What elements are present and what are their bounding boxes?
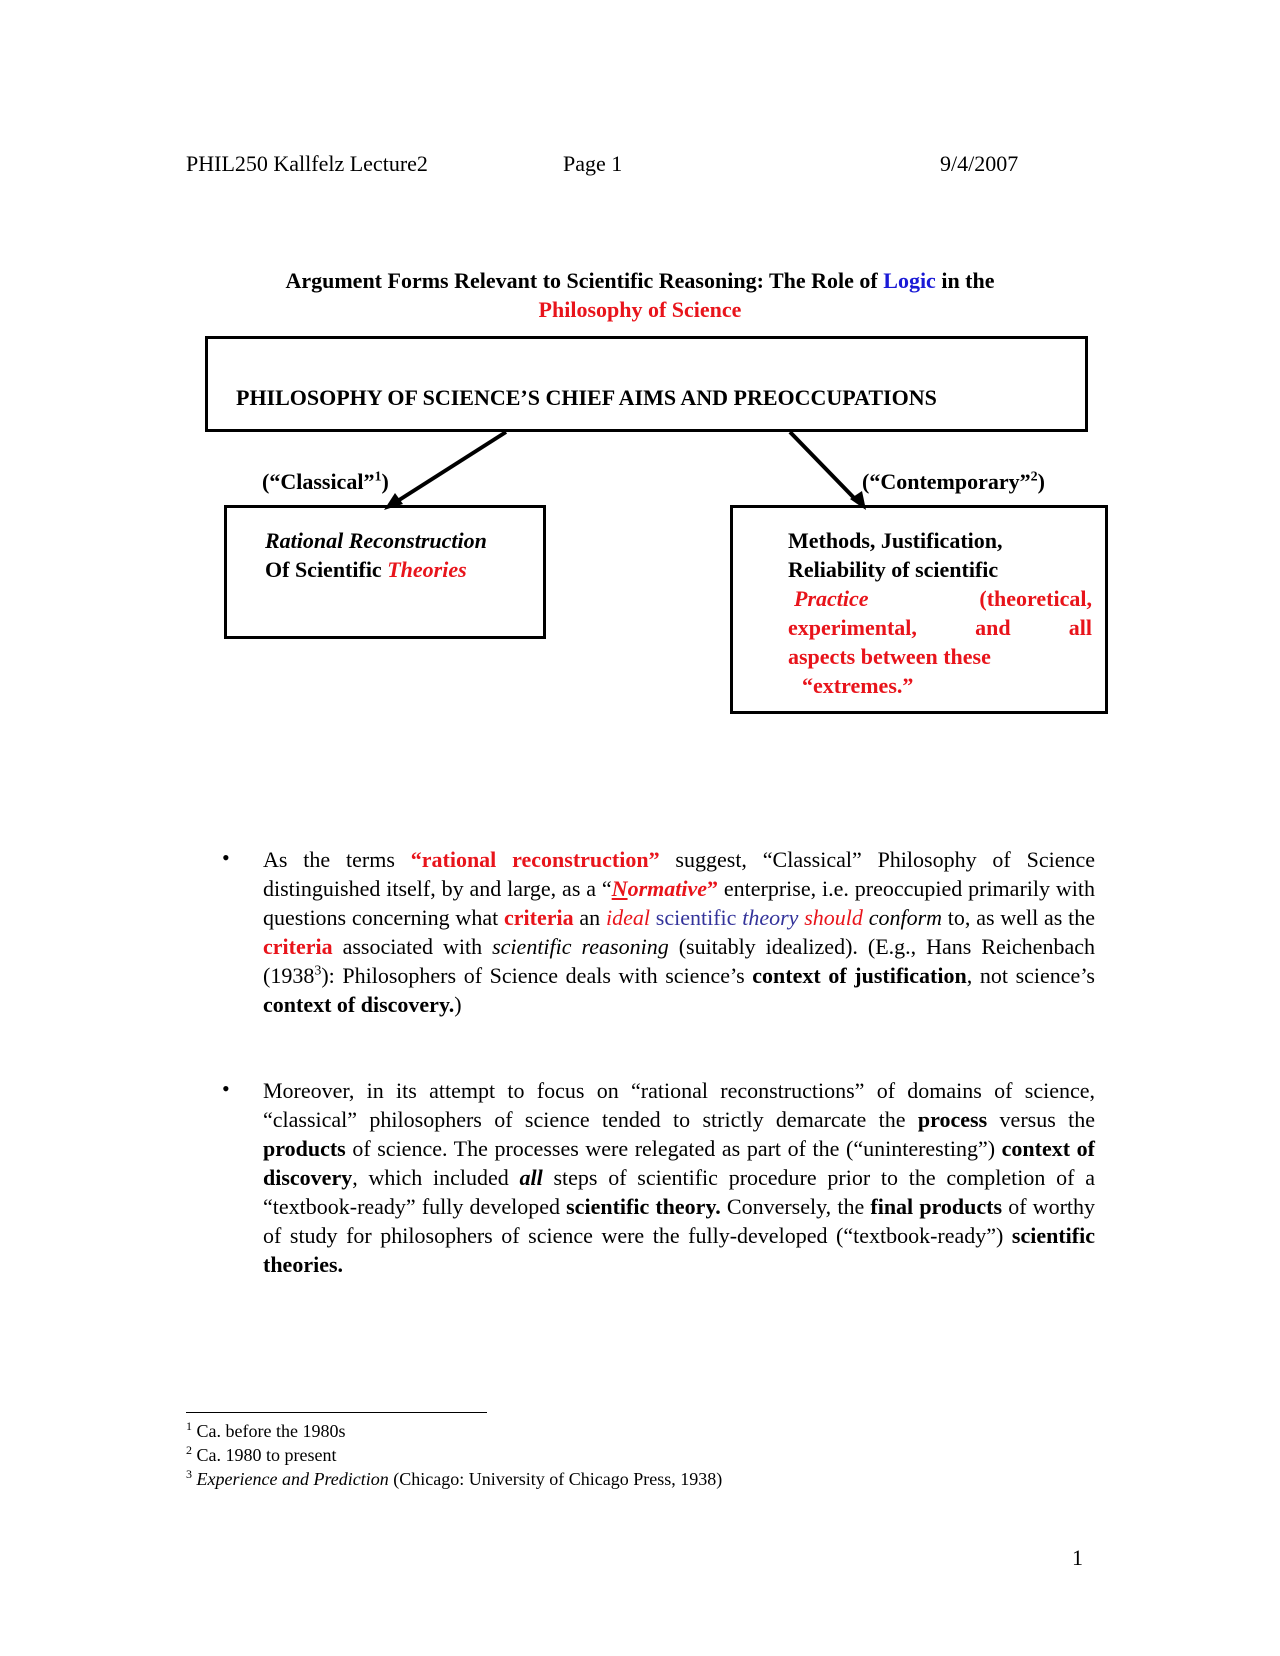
b2-scientific-theory: scientific theory. xyxy=(566,1194,721,1219)
b2-text: , which included xyxy=(352,1165,520,1190)
footnote-1-text: Ca. before the 1980s xyxy=(192,1421,346,1441)
b2-text: Conversely, the xyxy=(720,1194,871,1219)
b2-text: Moreover, in its attempt to focus on “rational reconstructions” of domains of science, “classical” philosophers of science tended to strictly demarcate the xyxy=(263,1078,1095,1132)
b1-text: ) xyxy=(454,992,462,1017)
b1-normative: ormative xyxy=(627,876,707,901)
title-logic: Logic xyxy=(883,268,936,293)
footnote-3-text: (Chicago: University of Chicago Press, 1938) xyxy=(388,1469,723,1489)
diagram-left-box xyxy=(224,505,546,639)
right-box-experimental: experimental, xyxy=(788,615,917,640)
label-contemporary xyxy=(862,469,1045,495)
right-box-theoretical: (theoretical, xyxy=(979,586,1092,611)
right-box-line4 xyxy=(788,613,1092,642)
diagram-top-label: PHILOSOPHY OF SCIENCE’S CHIEF AIMS AND PREOCCUPATIONS xyxy=(236,385,937,410)
b1-scientific: scientific xyxy=(649,905,743,930)
label-contemporary-close: ) xyxy=(1037,469,1045,494)
b2-context-discovery: context of discovery xyxy=(263,1136,1095,1190)
right-box-line6: “extremes.” xyxy=(802,673,914,698)
label-contemporary-text: (“Contemporary” xyxy=(862,469,1031,494)
b2-all: all xyxy=(519,1165,543,1190)
bullet-paragraph-1 xyxy=(263,845,1095,1019)
b1-text: ): Philosophers of Science deals with science’s xyxy=(321,963,753,988)
b1-context-discovery: context of discovery. xyxy=(263,992,455,1017)
footnote-1 xyxy=(186,1419,345,1443)
footnote-2-num: 2 xyxy=(186,1443,192,1457)
b2-text: of worthy of study for philosophers of science were the fully-developed (“textbook-ready”) xyxy=(263,1194,1096,1248)
b2-final-products: final products xyxy=(870,1194,1003,1219)
right-box-text xyxy=(788,526,1092,700)
b1-rational-reconstruction: “rational reconstruction” xyxy=(410,847,660,872)
label-classical-close: ) xyxy=(381,469,389,494)
right-box-and: and xyxy=(975,615,1011,640)
title-text-end: in the xyxy=(935,268,995,293)
arrow-left-line xyxy=(396,432,506,502)
footnote-2-text: Ca. 1980 to present xyxy=(192,1445,337,1465)
footnote-1-num: 1 xyxy=(186,1419,192,1433)
right-box-all: all xyxy=(1068,615,1092,640)
diagram-right-box xyxy=(730,505,1108,714)
label-classical xyxy=(262,469,389,495)
b1-ideal: ideal xyxy=(605,905,650,930)
b1-quote: ” xyxy=(707,876,718,901)
label-classical-text: (“Classical” xyxy=(262,469,375,494)
footnote-separator xyxy=(186,1412,487,1413)
header-page: Page 1 xyxy=(563,151,623,176)
b1-text: to, as well as the xyxy=(942,905,1096,930)
b1-conform: conform xyxy=(868,905,943,930)
b2-products: products xyxy=(263,1136,346,1161)
b2-scientific-theories: scientific theories. xyxy=(263,1223,1095,1277)
b1-footnote-ref: 3 xyxy=(314,963,322,979)
footnote-3-num: 3 xyxy=(186,1467,192,1481)
page-title-line2: Philosophy of Science xyxy=(538,297,742,322)
b2-text: of science. The processes were relegated as part of the (“uninteresting”) xyxy=(345,1136,1002,1161)
left-box-line1: Rational Reconstruction xyxy=(265,528,487,553)
bullet-paragraph-2 xyxy=(263,1076,1095,1279)
header-date: 9/4/2007 xyxy=(940,151,1019,176)
arrow-right-line xyxy=(790,432,858,502)
title-text: Argument Forms Relevant to Scientific Reasoning: The Role of xyxy=(285,268,884,293)
b1-scientific-reasoning: scientific reasoning xyxy=(492,934,669,959)
b1-theory: theory xyxy=(742,905,799,930)
b1-context-justification: context of justification xyxy=(752,963,967,988)
b1-text: suggest, “Classical” Philosophy of Science distinguished itself, by and large, as a “ xyxy=(263,847,1096,901)
b1-text: an xyxy=(573,905,606,930)
label-contemporary-footnote: 2 xyxy=(1030,469,1038,485)
footnote-3 xyxy=(186,1467,722,1491)
left-box-line2: Of Scientific xyxy=(265,557,388,582)
b1-normative-n: N xyxy=(611,876,628,901)
left-box-theories: Theories xyxy=(387,557,467,582)
right-box-line5: aspects between these xyxy=(788,644,991,669)
b1-text: associated with xyxy=(332,934,493,959)
bullet-marker-2: • xyxy=(222,1076,230,1101)
b1-should: should xyxy=(804,905,863,930)
b1-text: As the terms xyxy=(263,847,411,872)
left-box-text xyxy=(265,526,487,584)
b1-criteria-2: criteria xyxy=(263,934,333,959)
b1-criteria: criteria xyxy=(504,905,574,930)
b1-text: enterprise, i.e. preoccupied primarily with questions concerning what xyxy=(263,876,1095,930)
bullet-marker-1: • xyxy=(222,845,230,870)
right-box-practice: Practice xyxy=(794,586,869,611)
label-classical-footnote: 1 xyxy=(374,469,382,485)
footnote-3-title: Experience and Prediction xyxy=(196,1469,389,1489)
b2-text: steps of scientific procedure prior to the completion of a “textbook-ready” fully developed xyxy=(263,1165,1095,1219)
footnote-2 xyxy=(186,1443,336,1467)
b1-text: (suitably idealized). (E.g., Hans Reichenbach (1938 xyxy=(263,934,1095,988)
header-course: PHIL250 Kallfelz Lecture2 xyxy=(186,151,428,176)
page-number: 1 xyxy=(1072,1545,1083,1570)
right-box-line3 xyxy=(788,584,1092,613)
right-box-line2: Reliability of scientific xyxy=(788,557,999,582)
right-box-line1: Methods, Justification, xyxy=(788,528,1003,553)
b2-process: process xyxy=(917,1107,988,1132)
b1-text: , not science’s xyxy=(966,963,1095,988)
b2-text: versus the xyxy=(987,1107,1096,1132)
